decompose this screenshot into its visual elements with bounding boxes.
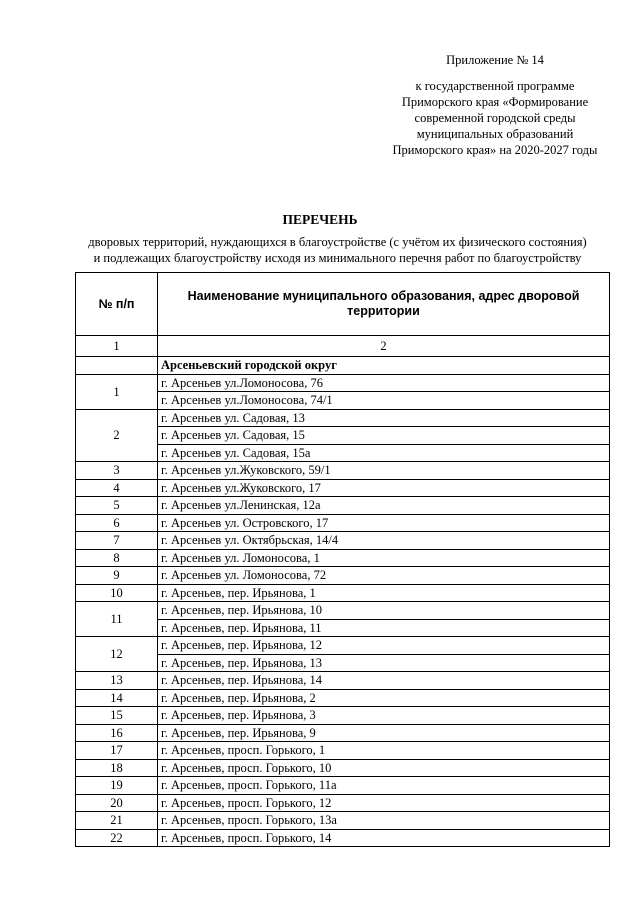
address-cell: г. Арсеньев, пер. Ирьянова, 12	[158, 637, 610, 655]
row-number: 16	[76, 724, 158, 742]
district-name: Арсеньевский городской округ	[158, 357, 610, 375]
address-cell: г. Арсеньев ул. Островского, 17	[158, 514, 610, 532]
territory-table	[75, 272, 610, 847]
district-num-cell	[76, 357, 158, 375]
table-row	[76, 742, 610, 760]
address-cell: г. Арсеньев, пер. Ирьянова, 11	[158, 619, 610, 637]
row-number: 4	[76, 479, 158, 497]
appendix-line: Приморского края» на 2020-2027 годы	[392, 143, 598, 157]
document-subtitle	[60, 234, 615, 266]
address-cell: г. Арсеньев ул. Ломоносова, 1	[158, 549, 610, 567]
address-cell: г. Арсеньев ул. Ломоносова, 72	[158, 567, 610, 585]
row-number: 19	[76, 777, 158, 795]
district-row	[76, 357, 610, 375]
address-cell: г. Арсеньев ул.Жуковского, 17	[158, 479, 610, 497]
row-number: 22	[76, 829, 158, 847]
address-cell: г. Арсеньев, пер. Ирьянова, 3	[158, 707, 610, 725]
row-number: 10	[76, 584, 158, 602]
table-row	[76, 409, 610, 427]
table-row	[76, 602, 610, 620]
appendix-line: Приморского края «Формирование	[401, 95, 589, 109]
subtitle-line: и подлежащих благоустройству исходя из минимального перечня работ по благоустройству	[93, 251, 582, 265]
table-header-row	[76, 273, 610, 336]
appendix-line: к государственной программе	[415, 79, 575, 93]
table-row	[76, 374, 610, 392]
table-row	[76, 532, 610, 550]
row-number: 14	[76, 689, 158, 707]
table-row	[76, 584, 610, 602]
subtitle-line: дворовых территорий, нуждающихся в благоустройстве (с учётом их физического состояния)	[88, 235, 587, 249]
row-number: 8	[76, 549, 158, 567]
table-row	[76, 549, 610, 567]
address-cell: г. Арсеньев ул. Садовая, 15	[158, 427, 610, 445]
row-number: 15	[76, 707, 158, 725]
appendix-line: муниципальных образований	[416, 127, 574, 141]
table-row	[76, 672, 610, 690]
row-number: 1	[76, 374, 158, 409]
address-cell: г. Арсеньев ул. Садовая, 13	[158, 409, 610, 427]
row-number: 3	[76, 462, 158, 480]
row-number: 2	[76, 409, 158, 462]
appendix-block	[375, 52, 615, 158]
table-row	[76, 812, 610, 830]
address-cell: г. Арсеньев, просп. Горького, 10	[158, 759, 610, 777]
address-cell: г. Арсеньев ул. Садовая, 15а	[158, 444, 610, 462]
address-cell: г. Арсеньев, просп. Горького, 13а	[158, 812, 610, 830]
appendix-number: Приложение № 14	[446, 53, 544, 67]
appendix-line: современной городской среды	[414, 111, 576, 125]
address-cell: г. Арсеньев ул.Ленинская, 12а	[158, 497, 610, 515]
table-row	[76, 724, 610, 742]
row-number: 13	[76, 672, 158, 690]
table-row	[76, 794, 610, 812]
row-number: 21	[76, 812, 158, 830]
header-number: № п/п	[76, 273, 158, 336]
row-number: 18	[76, 759, 158, 777]
address-cell: г. Арсеньев ул.Ломоносова, 74/1	[158, 392, 610, 410]
table-row	[76, 689, 610, 707]
address-cell: г. Арсеньев ул. Октябрьская, 14/4	[158, 532, 610, 550]
index-cell: 1	[76, 336, 158, 357]
row-number: 17	[76, 742, 158, 760]
row-number: 12	[76, 637, 158, 672]
address-cell: г. Арсеньев, просп. Горького, 1	[158, 742, 610, 760]
document-title: ПЕРЕЧЕНЬ	[282, 212, 358, 227]
address-cell: г. Арсеньев, пер. Ирьянова, 10	[158, 602, 610, 620]
table-row	[76, 514, 610, 532]
address-cell: г. Арсеньев ул.Жуковского, 59/1	[158, 462, 610, 480]
address-cell: г. Арсеньев, пер. Ирьянова, 1	[158, 584, 610, 602]
table-body	[76, 336, 610, 847]
address-cell: г. Арсеньев, пер. Ирьянова, 2	[158, 689, 610, 707]
table-row	[76, 497, 610, 515]
row-number: 9	[76, 567, 158, 585]
row-number: 20	[76, 794, 158, 812]
address-cell: г. Арсеньев, пер. Ирьянова, 14	[158, 672, 610, 690]
row-number: 5	[76, 497, 158, 515]
row-number: 6	[76, 514, 158, 532]
address-cell: г. Арсеньев, пер. Ирьянова, 13	[158, 654, 610, 672]
table-row	[76, 637, 610, 655]
table-row	[76, 462, 610, 480]
table-row	[76, 707, 610, 725]
address-cell: г. Арсеньев ул.Ломоносова, 76	[158, 374, 610, 392]
index-row	[76, 336, 610, 357]
address-cell: г. Арсеньев, пер. Ирьянова, 9	[158, 724, 610, 742]
row-number: 11	[76, 602, 158, 637]
index-cell: 2	[158, 336, 610, 357]
address-cell: г. Арсеньев, просп. Горького, 14	[158, 829, 610, 847]
table-row	[76, 829, 610, 847]
address-cell: г. Арсеньев, просп. Горького, 12	[158, 794, 610, 812]
row-number: 7	[76, 532, 158, 550]
table-row	[76, 567, 610, 585]
header-name: Наименование муниципального образования, адрес дворовой территории	[158, 273, 610, 336]
table-row	[76, 479, 610, 497]
address-cell: г. Арсеньев, просп. Горького, 11а	[158, 777, 610, 795]
table-row	[76, 777, 610, 795]
table-row	[76, 759, 610, 777]
